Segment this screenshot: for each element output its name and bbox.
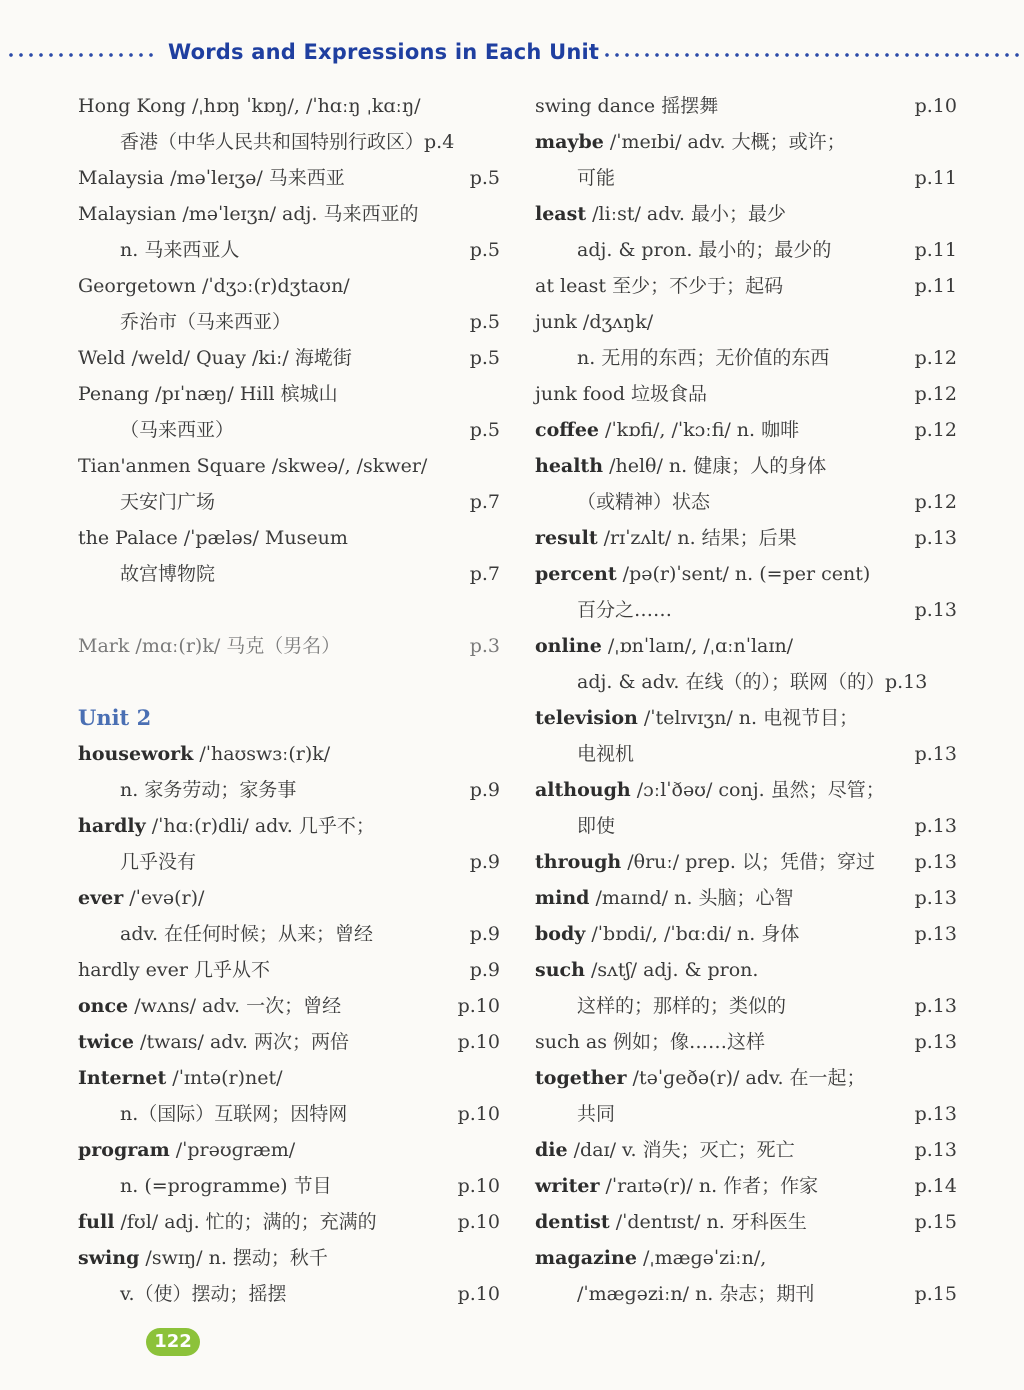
vocab-word: Mark	[78, 635, 130, 657]
page-reference: p.13	[914, 923, 957, 945]
page-reference: p.11	[914, 275, 957, 297]
vocab-entry	[78, 628, 500, 664]
vocab-word: Malaysia	[78, 167, 165, 189]
vocab-entry-continuation	[78, 484, 500, 520]
vocab-definition: （或精神）状态	[577, 491, 711, 513]
page-reference: p.13	[914, 1139, 957, 1161]
page-header	[0, 36, 1024, 76]
vocab-definition: /ˈraɪtə(r)/ n. 作者；作家	[599, 1175, 819, 1197]
vocab-definition: /məˈleɪʒn/ adj. 马来西亚的	[176, 203, 419, 225]
vocab-definition: /ɔːlˈðəʊ/ conj. 虽然；尽管；	[630, 779, 885, 801]
vocab-definition: /ˈevə(r)/	[123, 887, 205, 909]
vocab-entry	[78, 448, 500, 484]
vocab-word: junk	[535, 311, 577, 333]
page-reference: p.13	[914, 851, 957, 873]
vocab-entry	[535, 520, 957, 556]
vocab-entry-continuation	[78, 772, 500, 808]
vocab-definition: adj. & pron. 最小的；最少的	[577, 239, 832, 261]
vocab-definition: 即使	[577, 815, 616, 837]
vocab-entry	[78, 1132, 500, 1168]
vocab-definition: 电视机	[577, 743, 635, 765]
page-reference: p.10	[457, 1283, 500, 1305]
vocab-entry	[78, 988, 500, 1024]
vocab-definition: /pɪˈnæŋ/ Hill 槟城山	[149, 383, 338, 405]
vocab-definition: 例如；像……这样	[606, 1031, 766, 1053]
vocab-entry	[78, 1204, 500, 1240]
vocab-definition: /liːst/ adv. 最小；最少	[586, 203, 786, 225]
vocab-definition: /skweə/, /skwer/	[265, 455, 428, 477]
vocab-word: together	[535, 1067, 627, 1089]
vocab-word: program	[78, 1139, 170, 1161]
header-dots-right	[602, 52, 1020, 58]
vocab-definition: 这样的；那样的；类似的	[577, 995, 787, 1017]
vocab-word: the Palace	[78, 527, 178, 549]
vocab-entry-continuation	[78, 844, 500, 880]
vocab-entry-continuation	[535, 340, 957, 376]
page-reference: p.10	[457, 1103, 500, 1125]
vocab-word: die	[535, 1139, 568, 1161]
page-reference: p.10	[457, 1175, 500, 1197]
vocab-word: percent	[535, 563, 617, 585]
vocab-entry	[535, 412, 957, 448]
vocab-word: Internet	[78, 1067, 167, 1089]
page-reference: p.3	[469, 635, 500, 657]
vocab-definition: /ˈɪntə(r)net/	[166, 1067, 283, 1089]
vocab-definition: /ˌhɒŋ ˈkɒŋ/, /ˈhɑːŋ ˌkɑːŋ/	[185, 95, 421, 117]
vocab-definition: 可能	[577, 167, 616, 189]
unit-heading: Unit 2	[78, 705, 152, 730]
vocab-entry	[535, 196, 957, 232]
vocab-entry	[78, 160, 500, 196]
page-reference: p.13	[914, 995, 957, 1017]
page-reference: p.12	[914, 491, 957, 513]
vocab-word: Georgetown	[78, 275, 196, 297]
vocab-entry-continuation	[535, 988, 957, 1024]
vocab-definition: /daɪ/ v. 消失；灭亡；死亡	[567, 1139, 795, 1161]
vocab-entry-continuation	[535, 736, 957, 772]
vocab-entry	[535, 1168, 957, 1204]
vocab-definition: 几乎从不	[187, 959, 271, 981]
vocab-entry-continuation	[78, 1168, 500, 1204]
vocab-definition: 几乎没有	[120, 851, 197, 873]
vocab-definition: 至少；不少于；起码	[606, 275, 784, 297]
vocab-entry	[535, 700, 957, 736]
vocab-definition: /ˈprəʊɡræm/	[169, 1139, 296, 1161]
vocab-definition: /ˌmæɡəˈziːn/,	[636, 1247, 767, 1269]
vocab-entry-continuation	[535, 592, 957, 628]
vocab-definition: /weld/ Quay /kiː/ 海墘街	[125, 347, 352, 369]
vocab-entry-continuation	[535, 1276, 957, 1312]
page-reference: p.12	[914, 383, 957, 405]
vocab-entry-continuation	[78, 916, 500, 952]
vocab-word: twice	[78, 1031, 135, 1053]
vocab-definition: /rɪˈzʌlt/ n. 结果；后果	[597, 527, 797, 549]
vocab-entry-continuation	[78, 304, 500, 340]
vocab-definition: /helθ/ n. 健康；人的身体	[603, 455, 827, 477]
vocab-entry-continuation	[78, 232, 500, 268]
vocab-entry-continuation	[535, 232, 957, 268]
vocab-word: Hong Kong	[78, 95, 186, 117]
page-reference: p.10	[457, 995, 500, 1017]
vocab-word: magazine	[535, 1247, 637, 1269]
vocab-entry	[535, 1204, 957, 1240]
vocab-entry-continuation	[535, 808, 957, 844]
page-reference: p.10	[457, 1211, 500, 1233]
vocab-definition: （马来西亚）	[120, 419, 235, 441]
vocab-word: although	[535, 779, 631, 801]
page-reference: p.9	[469, 851, 500, 873]
page-reference: p.13	[914, 743, 957, 765]
vocab-word: full	[78, 1211, 115, 1233]
right-column	[535, 88, 957, 1312]
vocab-word: housework	[78, 743, 194, 765]
vocab-entry	[78, 520, 500, 556]
vocab-definition: /fʊl/ adj. 忙的；满的；充满的	[114, 1211, 377, 1233]
vocab-definition: /təˈɡeðə(r)/ adv. 在一起；	[626, 1067, 866, 1089]
page-reference: p.11	[914, 239, 957, 261]
page-reference: p.12	[914, 347, 957, 369]
vocab-entry	[535, 772, 957, 808]
vocab-entry	[78, 340, 500, 376]
page-reference: p.15	[914, 1211, 957, 1233]
vocab-word: through	[535, 851, 622, 873]
page-reference: p.13	[914, 1103, 957, 1125]
vocab-definition: 共同	[577, 1103, 616, 1125]
vocab-definition: 香港（中华人民共和国特别行政区）p.4	[120, 131, 455, 153]
vocab-definition: 故宫博物院	[120, 563, 216, 585]
vocab-word: health	[535, 455, 604, 477]
page-reference: p.10	[914, 95, 957, 117]
vocab-word: result	[535, 527, 598, 549]
vocab-entry	[535, 844, 957, 880]
vocab-word: hardly	[78, 815, 146, 837]
vocab-definition: /maɪnd/ n. 头脑；心智	[589, 887, 794, 909]
page-reference: p.10	[457, 1031, 500, 1053]
vocab-entry	[78, 1240, 500, 1276]
vocab-definition: 天安门广场	[120, 491, 216, 513]
page-reference: p.9	[469, 779, 500, 801]
vocab-definition: /ˈpæləs/ Museum	[177, 527, 348, 549]
vocab-entry	[78, 376, 500, 412]
vocab-entry-continuation	[78, 1096, 500, 1132]
vocab-word: such	[535, 959, 585, 981]
vocab-entry	[535, 124, 957, 160]
vocab-definition: 垃圾食品	[625, 383, 708, 405]
vocab-entry	[78, 880, 500, 916]
left-column	[78, 88, 500, 1312]
vocab-entry	[535, 88, 957, 124]
vocab-word: ever	[78, 887, 124, 909]
vocab-definition: n. 无用的东西；无价值的东西	[577, 347, 830, 369]
page-reference: p.5	[469, 419, 500, 441]
vocab-entry	[535, 628, 957, 664]
page-reference: p.5	[469, 311, 500, 333]
vocab-entry	[78, 808, 500, 844]
vocab-entry-continuation	[535, 664, 957, 700]
vocab-entry-continuation	[78, 556, 500, 592]
page-reference: p.9	[469, 959, 500, 981]
page-reference: p.13	[914, 815, 957, 837]
vocab-entry	[78, 1060, 500, 1096]
vocab-entry	[78, 1024, 500, 1060]
vocab-entry-continuation	[535, 484, 957, 520]
vocab-entry	[535, 916, 957, 952]
vocab-definition: /mɑː(r)k/ 马克（男名）	[129, 635, 341, 657]
vocab-definition: 乔治市（马来西亚）	[120, 311, 292, 333]
vocab-word: maybe	[535, 131, 604, 153]
vocab-entry	[535, 304, 957, 340]
vocab-entry-continuation	[535, 1096, 957, 1132]
page-reference: p.13	[914, 887, 957, 909]
vocab-entry-continuation	[535, 160, 957, 196]
page-reference: p.11	[914, 167, 957, 189]
vocab-entry	[535, 268, 957, 304]
vocab-entry	[78, 952, 500, 988]
vocab-definition: adj. & adv. 在线（的）；联网（的）p.13	[577, 671, 928, 693]
vocab-entry	[78, 268, 500, 304]
vocab-word: such as	[535, 1031, 607, 1053]
vocab-word: swing dance	[535, 95, 656, 117]
vocab-definition: n. 家务劳动；家务事	[120, 779, 297, 801]
vocab-entry	[535, 880, 957, 916]
vocab-word: mind	[535, 887, 590, 909]
spacer	[78, 592, 500, 628]
page-reference: p.13	[914, 599, 957, 621]
vocab-definition: /ˈtelɪvɪʒn/ n. 电视节目；	[637, 707, 859, 729]
vocab-definition: n.（国际）互联网；因特网	[120, 1103, 348, 1125]
vocab-definition: /ˈhɑː(r)dli/ adv. 几乎不；	[145, 815, 375, 837]
vocab-entry	[535, 1132, 957, 1168]
page-number-badge: 122	[146, 1328, 200, 1356]
page-reference: p.5	[469, 347, 500, 369]
vocab-word: television	[535, 707, 638, 729]
vocab-definition: /wʌns/ adv. 一次；曾经	[128, 995, 342, 1017]
vocab-word: body	[535, 923, 586, 945]
vocab-word: Malaysian	[78, 203, 177, 225]
page-reference: p.5	[469, 239, 500, 261]
vocab-word: coffee	[535, 419, 600, 441]
vocab-entry	[535, 952, 957, 988]
vocab-entry	[78, 196, 500, 232]
vocab-entry	[535, 1240, 957, 1276]
page-reference: p.14	[914, 1175, 957, 1197]
page-reference: p.13	[914, 1031, 957, 1053]
vocab-entry	[535, 556, 957, 592]
vocab-entry	[535, 1060, 957, 1096]
vocab-entry	[535, 448, 957, 484]
vocab-definition: /ˌɒnˈlaɪn/, /ˌɑːnˈlaɪn/	[601, 635, 794, 657]
page-reference: p.13	[914, 527, 957, 549]
vocab-definition: /ˈbɒdi/, /ˈbɑːdi/ n. 身体	[585, 923, 800, 945]
spacer	[78, 664, 500, 700]
vocab-definition: /dʒʌŋk/	[576, 311, 654, 333]
vocab-definition: n. (=programme) 节目	[120, 1175, 332, 1197]
vocab-definition: /ˈkɒfi/, /ˈkɔːfi/ n. 咖啡	[599, 419, 800, 441]
vocab-word: writer	[535, 1175, 600, 1197]
vocab-definition: /swɪŋ/ n. 摆动；秋千	[139, 1247, 328, 1269]
vocab-word: online	[535, 635, 602, 657]
vocab-definition: /ˈhaʊswɜː(r)k/	[193, 743, 331, 765]
page-reference: p.12	[914, 419, 957, 441]
page-reference: p.15	[914, 1283, 957, 1305]
vocab-entry-continuation	[78, 1276, 500, 1312]
vocab-definition: /sʌtʃ/ adj. & pron.	[584, 959, 759, 981]
vocab-word: junk food	[535, 383, 625, 405]
vocab-definition: /pə(r)ˈsent/ n. (=per cent)	[616, 563, 871, 585]
vocab-word: Tian'anmen Square	[78, 455, 266, 477]
page-reference: p.7	[469, 491, 500, 513]
vocab-definition: /ˈdʒɔː(r)dʒtaʊn/	[195, 275, 350, 297]
vocab-word: hardly ever	[78, 959, 188, 981]
vocab-word: Penang	[78, 383, 150, 405]
vocab-definition: 摇摆舞	[655, 95, 719, 117]
vocab-definition: /ˈmeɪbi/ adv. 大概；或许；	[603, 131, 846, 153]
vocab-definition: /ˈdentɪst/ n. 牙科医生	[609, 1211, 807, 1233]
vocab-entry	[535, 1024, 957, 1060]
header-title: Words and Expressions in Each Unit	[168, 40, 600, 64]
header-dots-left	[6, 52, 156, 58]
page-reference: p.9	[469, 923, 500, 945]
vocab-definition: /twaɪs/ adv. 两次；两倍	[134, 1031, 349, 1053]
vocab-word: once	[78, 995, 129, 1017]
vocab-entry	[78, 88, 500, 124]
vocab-entry	[78, 736, 500, 772]
vocab-definition: 百分之……	[577, 599, 673, 621]
vocab-word: dentist	[535, 1211, 610, 1233]
vocab-definition: /məˈleɪʒə/ 马来西亚	[164, 167, 345, 189]
vocab-definition: adv. 在任何时候；从来；曾经	[120, 923, 374, 945]
vocab-word: at least	[535, 275, 607, 297]
vocab-word: Weld	[78, 347, 126, 369]
page-reference: p.7	[469, 563, 500, 585]
vocab-definition: n. 马来西亚人	[120, 239, 240, 261]
vocab-entry-continuation	[78, 412, 500, 448]
vocab-entry-continuation	[78, 124, 500, 160]
vocab-word: least	[535, 203, 587, 225]
page-reference: p.5	[469, 167, 500, 189]
vocab-definition: /ˈmæɡəziːn/ n. 杂志；期刊	[577, 1283, 815, 1305]
vocab-definition: /θruː/ prep. 以；凭借；穿过	[621, 851, 875, 873]
vocab-entry	[535, 376, 957, 412]
vocab-word: swing	[78, 1247, 140, 1269]
vocab-definition: v.（使）摆动；摇摆	[120, 1283, 287, 1305]
